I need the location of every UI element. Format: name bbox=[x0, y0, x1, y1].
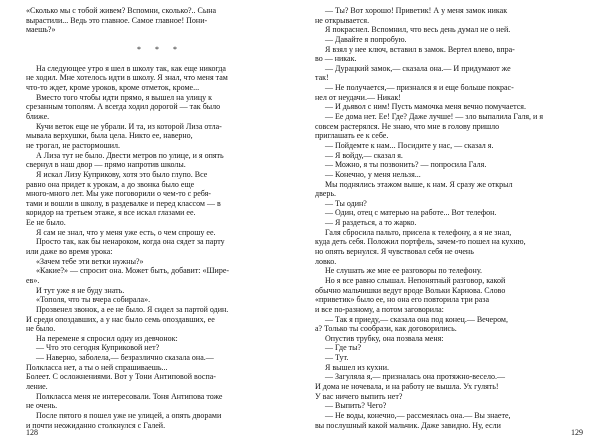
text-line: — Не воды, конечно,— рассмеялась она.— Вы знаете, bbox=[325, 410, 511, 420]
text-line: коридор на третьем этаже, я все искал глазами ее. bbox=[26, 208, 196, 218]
text-line: «Зачем тебе эти ветки нужны?» bbox=[36, 256, 144, 266]
text-line: — Так я приеду,— сказала она под конец.— Вечером, bbox=[325, 314, 508, 324]
text-line: нел от неудачи.— Никак! bbox=[315, 92, 401, 102]
text-line: и почти неожиданно столкнулся с Галей. bbox=[26, 420, 166, 430]
text-line: — Что это сегодня Куприковой нет? bbox=[36, 343, 160, 353]
text-line: вырастили... Ведь это главное. Самое главное! Пони- bbox=[26, 15, 208, 25]
text-line: совсем растерялся. Не знаю, что мне в голову пришло bbox=[315, 121, 500, 131]
text-line: Я покраснел. Вспомнил, что весь день думал не о ней. bbox=[325, 25, 511, 35]
text-line: дверь. bbox=[315, 189, 336, 199]
text-line: — Пойдемте к нам... Посидите у нас, — сказал я. bbox=[325, 140, 494, 150]
text-line: После пятого я пошел уже не улицей, а опять дворами bbox=[36, 410, 222, 420]
text-line: ев». bbox=[26, 275, 40, 285]
text-line: равно она придет к урокам, а до звонка было еще bbox=[26, 179, 195, 189]
text-line: вы послушный какой мальчик. Даже завидно. Ну, если bbox=[315, 420, 501, 430]
text-line: срезанным тополям. А всегда ходил дорогой — так было bbox=[26, 102, 221, 112]
text-line: Опустив трубку, она позвала меня: bbox=[325, 333, 444, 343]
text-line: маешь?» bbox=[26, 25, 56, 35]
text-line: не очень. bbox=[26, 401, 58, 411]
text-line: Полкласса нет, а ты о ней спрашиваешь... bbox=[26, 362, 168, 372]
text-line: — Тут. bbox=[325, 353, 349, 363]
text-line: но опять вернулся. Я чувствовал себя не очень bbox=[315, 247, 474, 257]
text-line: много-много лет. Мы уже поговорили о чем-то с ребя- bbox=[26, 189, 211, 199]
text-line: — Дурацкий замок,— сказала она.— И придумают же bbox=[325, 63, 511, 73]
text-line: — Можно, я ты позвонить? — попросила Галя. bbox=[325, 160, 487, 170]
text-line: — Наверно, заболела,— безразлично сказала она.— bbox=[36, 353, 214, 363]
left-page-body bbox=[26, 64, 294, 430]
text-line: — Я раздеться, а то жарко. bbox=[325, 218, 417, 228]
text-line: «Сколько мы с тобой живем? Вспомни, сколько?.. Сына bbox=[26, 6, 217, 15]
text-line: во — никак. bbox=[315, 54, 357, 64]
text-line: Но я все равно слышал. Непонятный разговор, какой bbox=[325, 275, 506, 285]
text-line: — Конечно, у меня нельзя... bbox=[325, 169, 421, 179]
text-line: Я вышел из кухни. bbox=[325, 362, 389, 372]
text-line: не было. bbox=[26, 324, 56, 334]
text-line: что-то ждет, кроме уроков, кроме отметок, кроме... bbox=[26, 83, 200, 93]
text-line: приглашать ее к себе. bbox=[315, 131, 389, 141]
text-line: — Не получается,— признался я и еще больше покрас- bbox=[325, 83, 514, 93]
text-line: Кучи веток еще не убрали. И та, из которой Лиза отла- bbox=[36, 121, 222, 131]
text-line: — Давайте я попробую. bbox=[325, 34, 407, 44]
text-line: и все по-разному, а потом заговорила: bbox=[315, 304, 444, 314]
text-line: Мы поднялись этажом выше, к нам. Я сразу же открыл bbox=[325, 179, 513, 189]
right-page bbox=[315, 6, 583, 438]
text-line: ление. bbox=[26, 381, 48, 391]
text-line: свернул в наш двор — прямо напротив школы. bbox=[26, 160, 186, 170]
text-line: или даже во время урока: bbox=[26, 247, 113, 257]
text-line: На следующее утро я шел в школу так, как еще никогда bbox=[36, 63, 226, 73]
text-line: — Выпить? Чего? bbox=[325, 401, 387, 411]
text-line: Галя сбросила пальто, присела к телефону, а я не знал, bbox=[325, 227, 512, 237]
text-line: обычно мальчишки ведут вроде Вольки Карнова. Слово bbox=[315, 285, 506, 295]
text-line: У вас ничего выпить нет? bbox=[315, 391, 403, 401]
text-line: «Тополя, что ты вчера собирала». bbox=[36, 295, 151, 305]
text-line: А Лиза тут не было. Двести метров по улице, и я опять bbox=[36, 150, 224, 160]
text-line: Просто так, как бы ненароком, когда она сядет за парту bbox=[36, 237, 225, 247]
text-line: ловко. bbox=[315, 256, 337, 266]
left-page bbox=[26, 6, 294, 438]
page-number-right: 129 bbox=[571, 428, 583, 437]
text-line: — Загуляла я,— призналась она протяжно-весело.— bbox=[325, 372, 505, 382]
text-line: куда деть себя. Положил портфель, зачем-то пошел на кухню, bbox=[315, 237, 526, 247]
text-line: Не слушать же мне ее разговоры по телефону. bbox=[325, 266, 483, 276]
text-line: На перемене я спросил одну из девчонок: bbox=[36, 333, 178, 343]
text-line: Полкласса меня не интересовали. Тоня Антипова тоже bbox=[36, 391, 223, 401]
text-line: «приветик» было ее, но она его повторила три раза bbox=[315, 295, 490, 305]
text-line: — Ее дома нет. Ее! Где? Даже лучше! — зло выпалила Галя, и я bbox=[325, 112, 544, 122]
text-line: ближе. bbox=[26, 112, 50, 122]
text-line: Прозвенел звонок, а ее не было. Я сидел за партой один. bbox=[36, 304, 229, 314]
text-line: не ходил. Мне хотелось идти в школу. Я знал, что меня там bbox=[26, 73, 228, 83]
text-line: — Ты один? bbox=[325, 198, 367, 208]
text-line: — Один, отец с матерью на работе... Вот телефон. bbox=[325, 208, 497, 218]
text-line: тами и вошли в школу, в раздевалке и перед классом — в bbox=[26, 198, 221, 208]
text-line: а? Только ты сообрази, как договорились. bbox=[315, 324, 457, 334]
text-line: И среди опоздавших, а у нас было семь опоздавших, ее bbox=[26, 314, 215, 324]
text-line: И дома не ночевала, и на работу не вышла. Ух гулять! bbox=[315, 381, 499, 391]
text-line: так! bbox=[315, 73, 329, 83]
text-line: Ее не было. bbox=[26, 218, 66, 228]
text-line: «Какие?» — спросит она. Может быть, добавит: «Шире- bbox=[36, 266, 230, 276]
text-line: мывала верхушки, была цела. Никто ее, наверно, bbox=[26, 131, 193, 141]
page-number-left: 128 bbox=[26, 428, 38, 437]
text-line: не трогал, не растормошил. bbox=[26, 140, 121, 150]
left-page-epigraph bbox=[26, 6, 294, 35]
text-line: не открывается. bbox=[315, 15, 370, 25]
right-page-body bbox=[315, 6, 583, 430]
text-line: Я сам не знал, что у меня уже есть, о чем спрошу ее. bbox=[36, 227, 216, 237]
text-line: — И дьявол с ним! Пусть мамочка меня вечно помучается. bbox=[325, 102, 526, 112]
text-line: Вместо того чтобы идти прямо, я вышел на улицу к bbox=[36, 92, 213, 102]
text-line: — Где ты? bbox=[325, 343, 362, 353]
text-line: — Ты? Вот хорошо! Приветик! А у меня замок никак bbox=[325, 6, 508, 15]
text-line: И тут уже я не буду знать. bbox=[36, 285, 125, 295]
section-break-stars: * * * bbox=[137, 44, 183, 54]
text-line: Я взял у нее ключ, вставил в замок. Вертел влево, впра- bbox=[325, 44, 515, 54]
text-line: — Я войду,— сказал я. bbox=[325, 150, 403, 160]
text-line: Болеет. С осложнениями. Вот у Тони Антиповой воспа- bbox=[26, 372, 216, 382]
text-line: Я искал Лизу Куприкову, хотя это было глупо. Все bbox=[36, 169, 208, 179]
